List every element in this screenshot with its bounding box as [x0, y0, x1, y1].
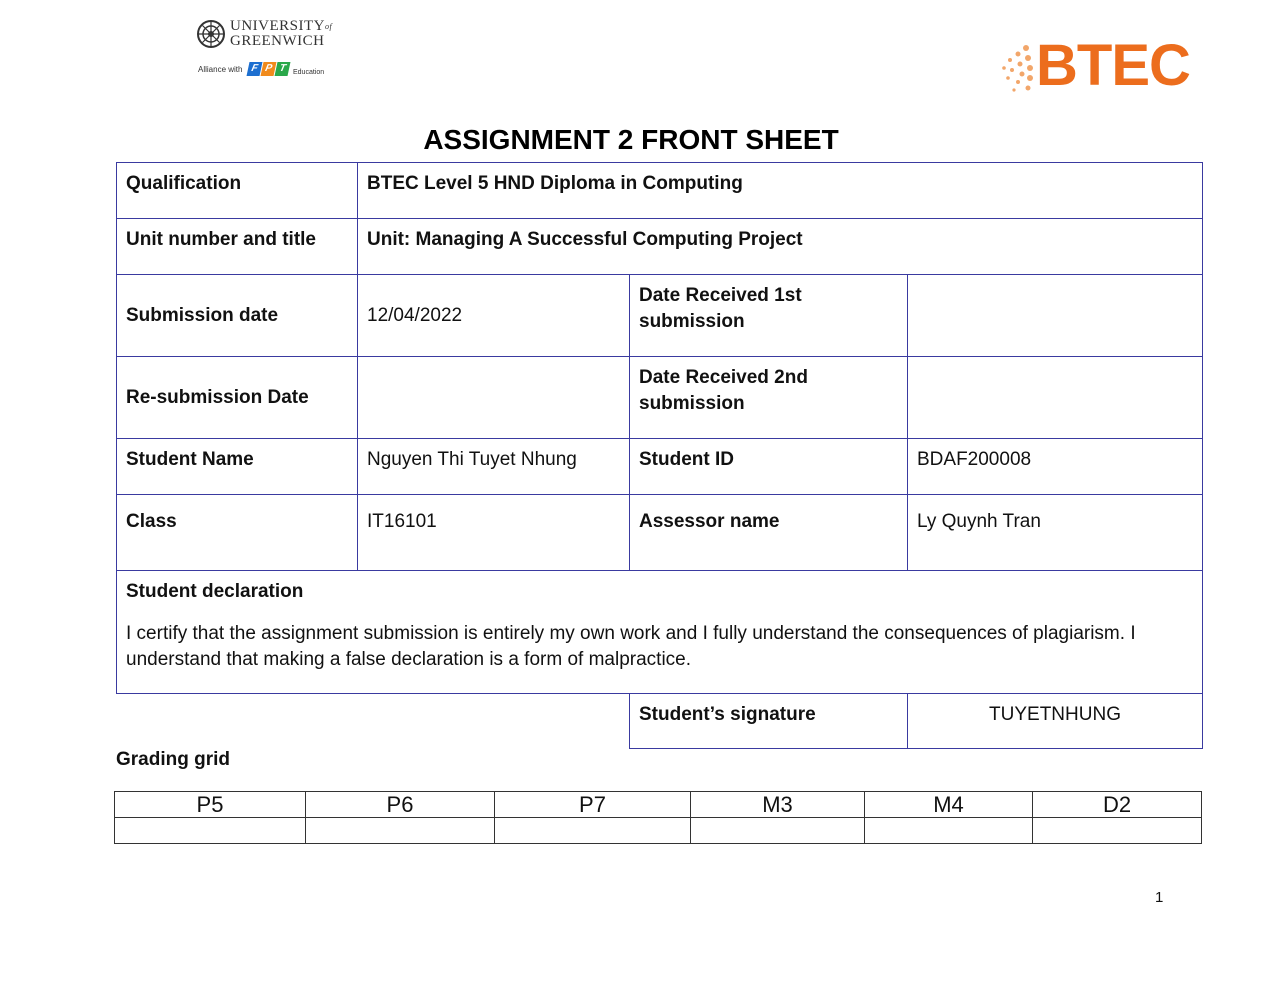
student-name-value: Nguyen Thi Tuyet Nhung	[358, 439, 630, 495]
resubmission-date-value	[358, 357, 630, 439]
btec-dots-icon	[1000, 44, 1036, 94]
assessor-label: Assessor name	[630, 495, 908, 571]
grade-value-p5	[115, 818, 306, 844]
grade-value-m3	[691, 818, 865, 844]
grading-grid-label: Grading grid	[116, 749, 230, 770]
university-crest-icon	[196, 19, 226, 49]
class-label: Class	[117, 495, 358, 571]
grade-value-p7	[495, 818, 691, 844]
resubmission-row	[117, 357, 1203, 439]
page-title: ASSIGNMENT 2 FRONT SHEET	[423, 124, 839, 155]
alliance-text: Alliance with	[198, 65, 243, 74]
unit-value: Unit: Managing A Successful Computing Project	[358, 219, 1203, 275]
student-id-value: BDAF200008	[908, 439, 1203, 495]
date-received-1st-label: Date Received 1st submission	[630, 275, 908, 357]
education-text: Education	[293, 69, 325, 76]
grading-header-row	[115, 792, 1202, 818]
submission-row	[117, 275, 1203, 357]
unit-row	[117, 219, 1203, 275]
university-name: $UNIVERSITY^{of}$ GREENWICH	[230, 18, 333, 49]
signature-label: Student’s signature	[630, 694, 908, 749]
fpt-letter-p: P	[261, 62, 277, 76]
fpt-logo	[248, 62, 289, 76]
greenwich-logo	[196, 17, 336, 89]
date-received-1st-value	[908, 275, 1203, 357]
qualification-label: Qualification	[117, 163, 358, 219]
signature-value: TUYETNHUNG	[908, 694, 1203, 749]
fpt-letter-f: F	[247, 62, 263, 76]
date-received-2nd-value	[908, 357, 1203, 439]
grade-value-p6	[306, 818, 495, 844]
date-received-2nd-label: Date Received 2nd submission	[630, 357, 908, 439]
page-number: 1	[1155, 889, 1164, 906]
class-row	[117, 495, 1203, 571]
grade-value-m4	[865, 818, 1033, 844]
submission-date-label: Submission date	[117, 275, 358, 357]
btec-wordmark: BTEC	[1036, 33, 1190, 98]
qualification-row	[117, 163, 1203, 219]
submission-date-value: 12/04/2022	[358, 275, 630, 357]
front-sheet-table	[116, 162, 1203, 749]
grade-header-m4: M4	[865, 792, 1033, 818]
declaration-row	[117, 571, 1203, 694]
fpt-letter-t: T	[275, 62, 291, 76]
student-row	[117, 439, 1203, 495]
qualification-value: BTEC Level 5 HND Diploma in Computing	[358, 163, 1203, 219]
student-name-label: Student Name	[117, 439, 358, 495]
grade-header-p6: P6	[306, 792, 495, 818]
declaration-heading: Student declaration	[126, 581, 304, 602]
declaration-cell	[117, 571, 1203, 694]
grade-header-p7: P7	[495, 792, 691, 818]
grade-header-p5: P5	[115, 792, 306, 818]
grade-value-d2	[1033, 818, 1202, 844]
grade-header-m3: M3	[691, 792, 865, 818]
unit-label: Unit number and title	[117, 219, 358, 275]
student-id-label: Student ID	[630, 439, 908, 495]
class-value: IT16101	[358, 495, 630, 571]
btec-logo	[1000, 33, 1200, 100]
grade-header-d2: D2	[1033, 792, 1202, 818]
grading-value-row	[115, 818, 1202, 844]
declaration-text: I certify that the assignment submission is entirely my own work and I fully understand the consequences of plagiarism. I understand that making a false declaration is a form of malpractice.	[126, 623, 1136, 670]
signature-row	[117, 694, 1203, 749]
grading-grid	[114, 791, 1202, 844]
resubmission-date-label: Re-submission Date	[117, 357, 358, 439]
assessor-value: Ly Quynh Tran	[908, 495, 1203, 571]
